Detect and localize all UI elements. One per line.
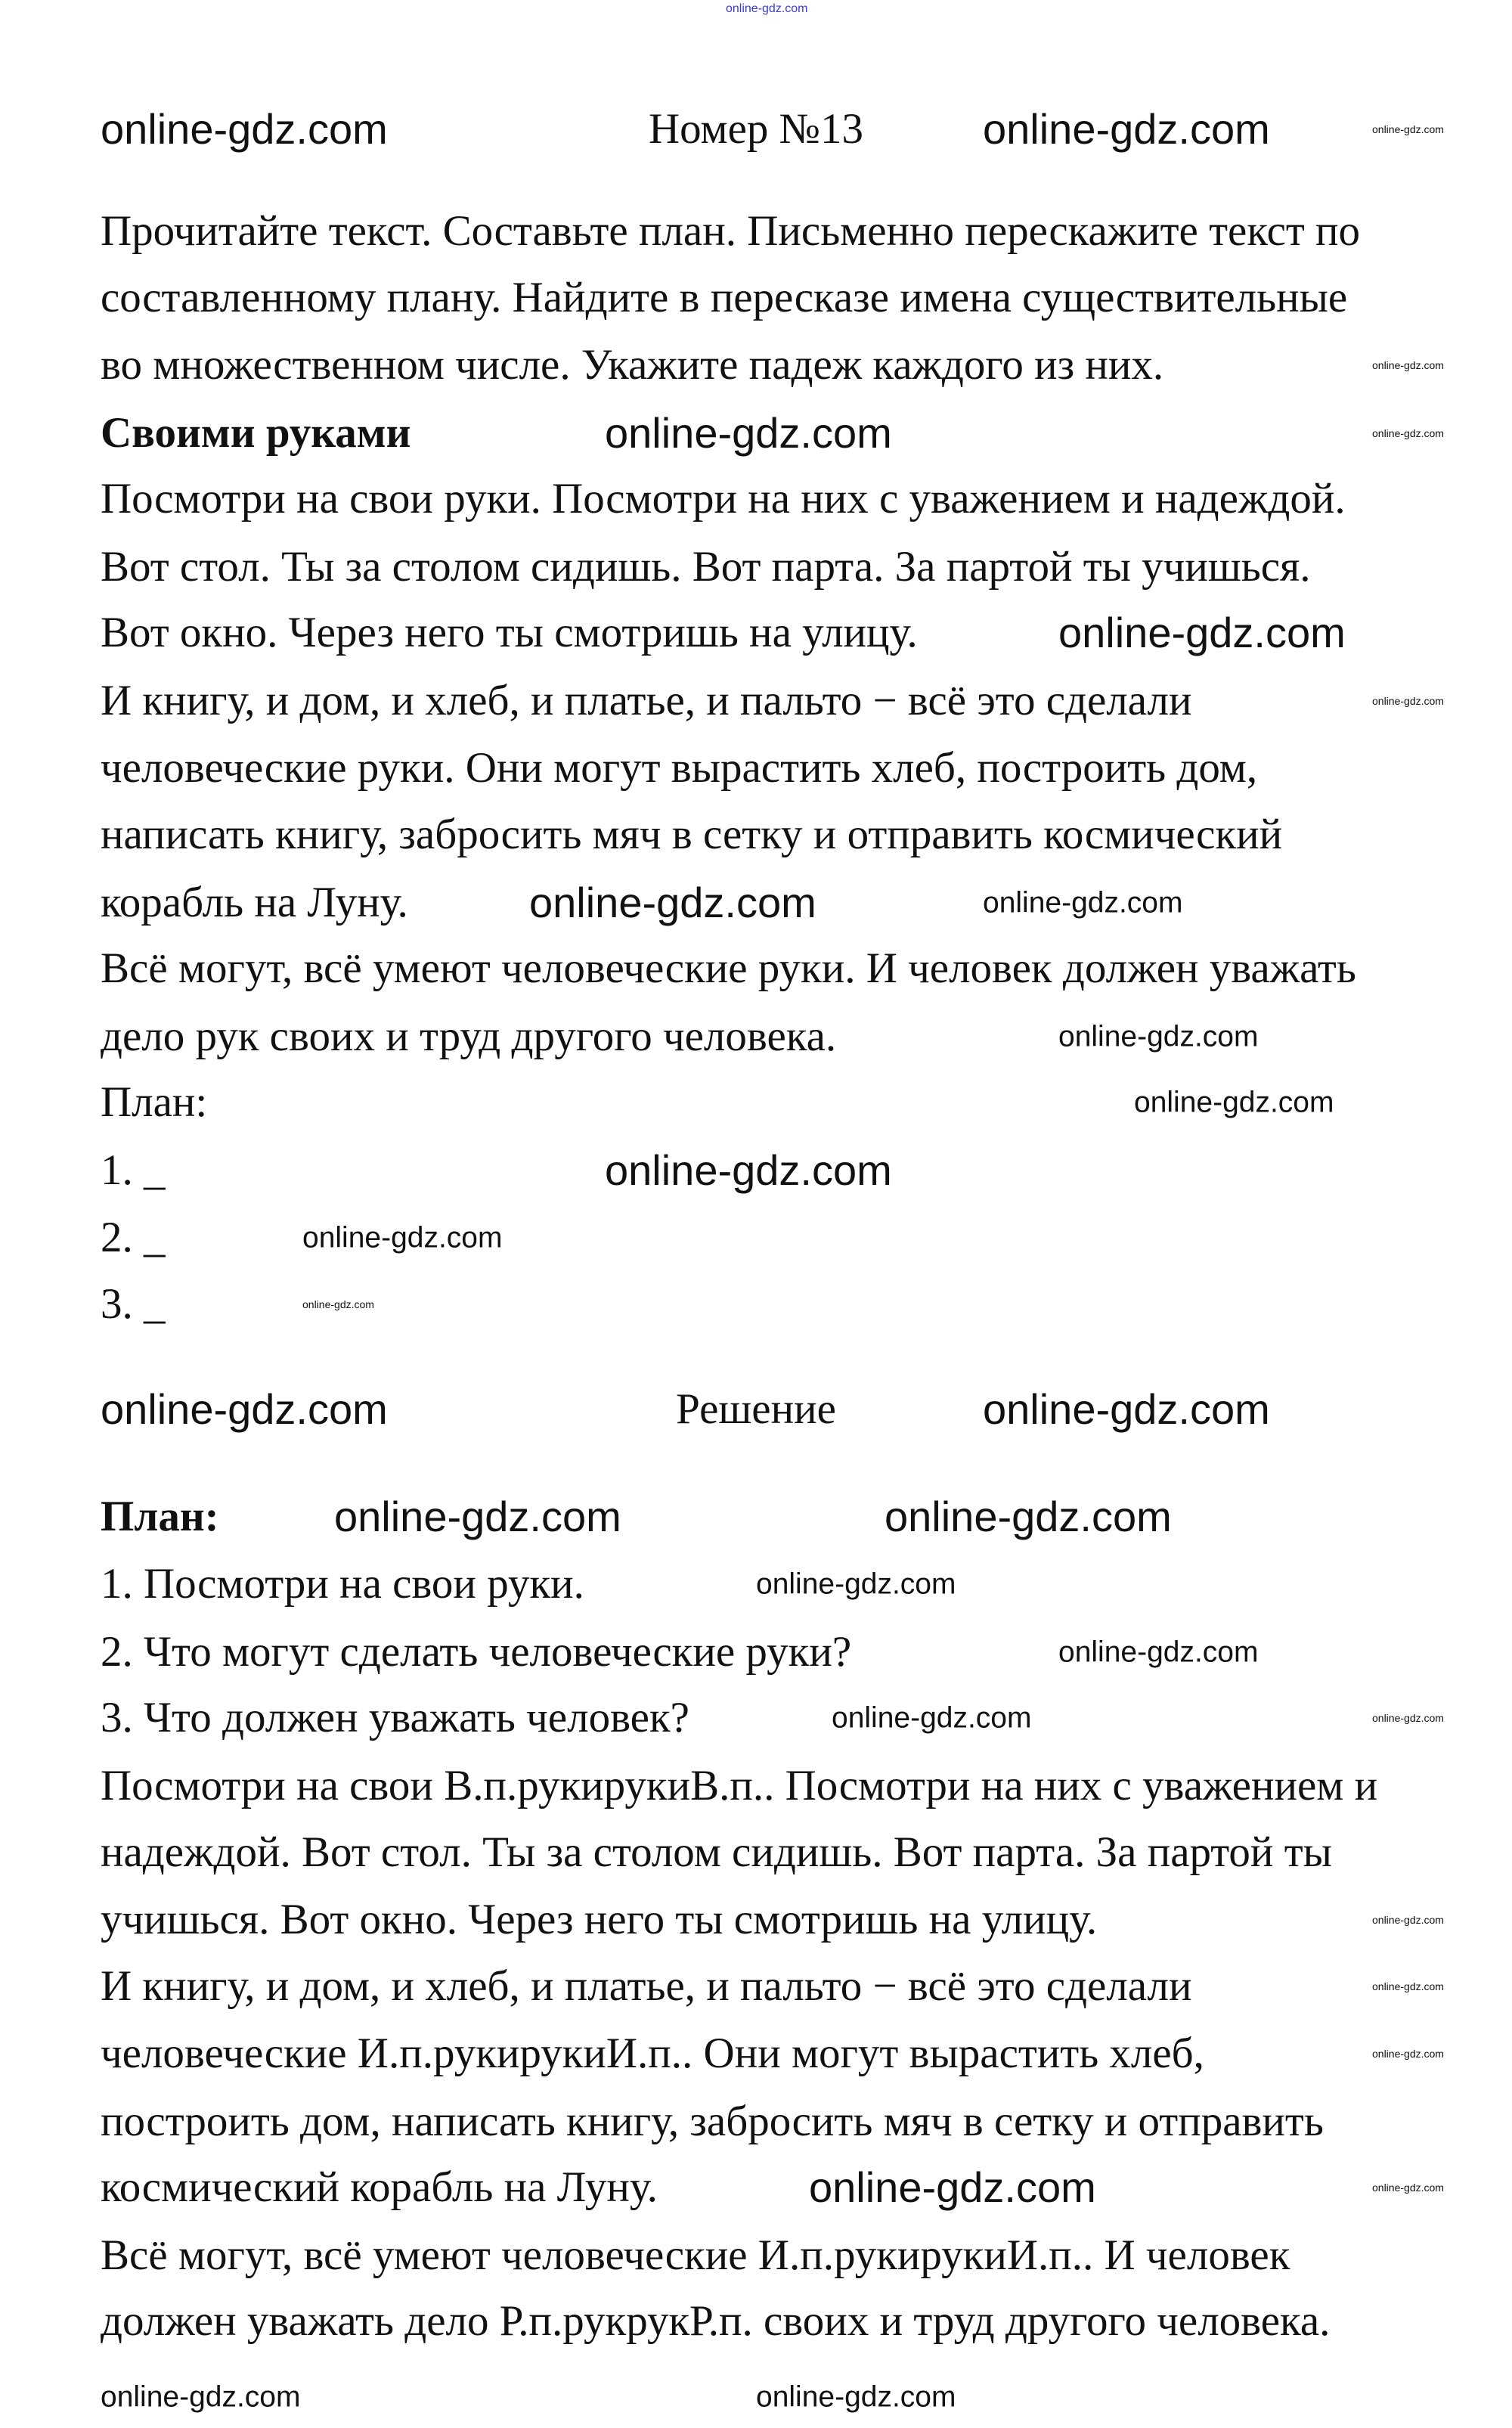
solution-title: Решение <box>676 1385 836 1433</box>
watermark: online-gdz.com <box>302 1221 503 1254</box>
text-line: И книгу, и дом, и хлеб, и платье, и пальто − всё это сделали <box>101 677 1192 724</box>
solution-line: построить дом, написать книгу, забросить мяч в сетку и отправить <box>101 2098 1324 2145</box>
solution-plan-label: План: <box>101 1493 219 1540</box>
text-title: Своими руками <box>101 409 411 457</box>
watermark: online-gdz.com <box>302 1298 374 1310</box>
watermark: online-gdz.com <box>101 2380 301 2414</box>
plan-blank: 2. _ <box>101 1214 166 1261</box>
solution-plan-item: 1. Посмотри на свои руки. <box>101 1560 584 1608</box>
solution-plan-item: 3. Что должен уважать человек? <box>101 1694 689 1741</box>
watermark: online-gdz.com <box>1372 1712 1444 1724</box>
watermark: online-gdz.com <box>756 2380 956 2414</box>
watermark: online-gdz.com <box>756 1568 956 1601</box>
text-line: дело рук своих и труд другого человека. <box>101 1012 837 1060</box>
task-line: во множественном числе. Укажите падеж каждого из них. <box>101 341 1164 389</box>
solution-line: Посмотри на свои В.п.рукирукиВ.п.. Посмотри на них с уважением и <box>101 1762 1378 1809</box>
plan-blank: 1. _ <box>101 1146 166 1194</box>
watermark: online-gdz.com <box>1134 1086 1334 1119</box>
watermark: online-gdz.com <box>334 1493 621 1540</box>
solution-line: Всё могут, всё умеют человеческие И.п.рукирукиИ.п.. И человек <box>101 2231 1290 2279</box>
solution-line: надеждой. Вот стол. Ты за столом сидишь. Вот парта. За партой ты <box>101 1828 1332 1876</box>
watermark: online-gdz.com <box>1372 1914 1444 1926</box>
text-line: Посмотри на свои руки. Посмотри на них с уважением и надеждой. <box>101 475 1346 523</box>
page-title: Номер №13 <box>648 105 864 153</box>
watermark: online-gdz.com <box>529 879 816 926</box>
watermark: online-gdz.com <box>605 409 892 457</box>
watermark: online-gdz.com <box>983 105 1270 153</box>
plan-label: План: <box>101 1078 208 1126</box>
solution-line: человеческие И.п.рукирукиИ.п.. Они могут вырастить хлеб, <box>101 2030 1204 2077</box>
watermark: online-gdz.com <box>1372 427 1444 439</box>
plan-blank: 3. _ <box>101 1280 166 1328</box>
solution-line: космический корабль на Луну. <box>101 2163 658 2211</box>
task-line: Прочитайте текст. Составьте план. Письменно перескажите текст по <box>101 207 1361 255</box>
watermark: online-gdz.com <box>605 1146 892 1194</box>
watermark: online-gdz.com <box>1058 1636 1259 1669</box>
solution-plan-item: 2. Что могут сделать человеческие руки? <box>101 1628 852 1676</box>
watermark: online-gdz.com <box>1372 359 1444 371</box>
task-line: составленному плану. Найдите в пересказе имена существительные <box>101 274 1348 321</box>
watermark: online-gdz.com <box>1372 1980 1444 1992</box>
text-line: корабль на Луну. <box>101 879 408 926</box>
watermark: online-gdz.com <box>1058 1020 1259 1053</box>
watermark: online-gdz.com <box>885 1493 1172 1540</box>
watermark: online-gdz.com <box>1372 2181 1444 2194</box>
solution-line: учишься. Вот окно. Через него ты смотришь на улицу. <box>101 1896 1098 1943</box>
watermark: online-gdz.com <box>1372 2048 1444 2060</box>
text-line: Вот окно. Через него ты смотришь на улицу. <box>101 609 918 656</box>
watermark: online-gdz.com <box>983 1385 1270 1433</box>
watermark: online-gdz.com <box>101 1385 388 1433</box>
text-line: Всё могут, всё умеют человеческие руки. И человек должен уважать <box>101 944 1356 992</box>
watermark: online-gdz.com <box>726 2 808 15</box>
watermark: online-gdz.com <box>1372 123 1444 135</box>
watermark: online-gdz.com <box>1372 695 1444 707</box>
watermark: online-gdz.com <box>101 105 388 153</box>
solution-line: должен уважать дело Р.п.рукрукР.п. своих и труд другого человека. <box>101 2297 1331 2345</box>
solution-line: И книгу, и дом, и хлеб, и платье, и пальто − всё это сделали <box>101 1962 1192 2010</box>
watermark: online-gdz.com <box>809 2163 1096 2211</box>
text-line: написать книгу, забросить мяч в сетку и отправить космический <box>101 811 1283 858</box>
text-line: Вот стол. Ты за столом сидишь. Вот парта. За партой ты учишься. <box>101 543 1311 591</box>
watermark: online-gdz.com <box>832 1701 1032 1735</box>
text-line: человеческие руки. Они могут вырастить хлеб, построить дом, <box>101 744 1258 792</box>
watermark: online-gdz.com <box>983 886 1183 919</box>
watermark: online-gdz.com <box>1058 609 1346 656</box>
